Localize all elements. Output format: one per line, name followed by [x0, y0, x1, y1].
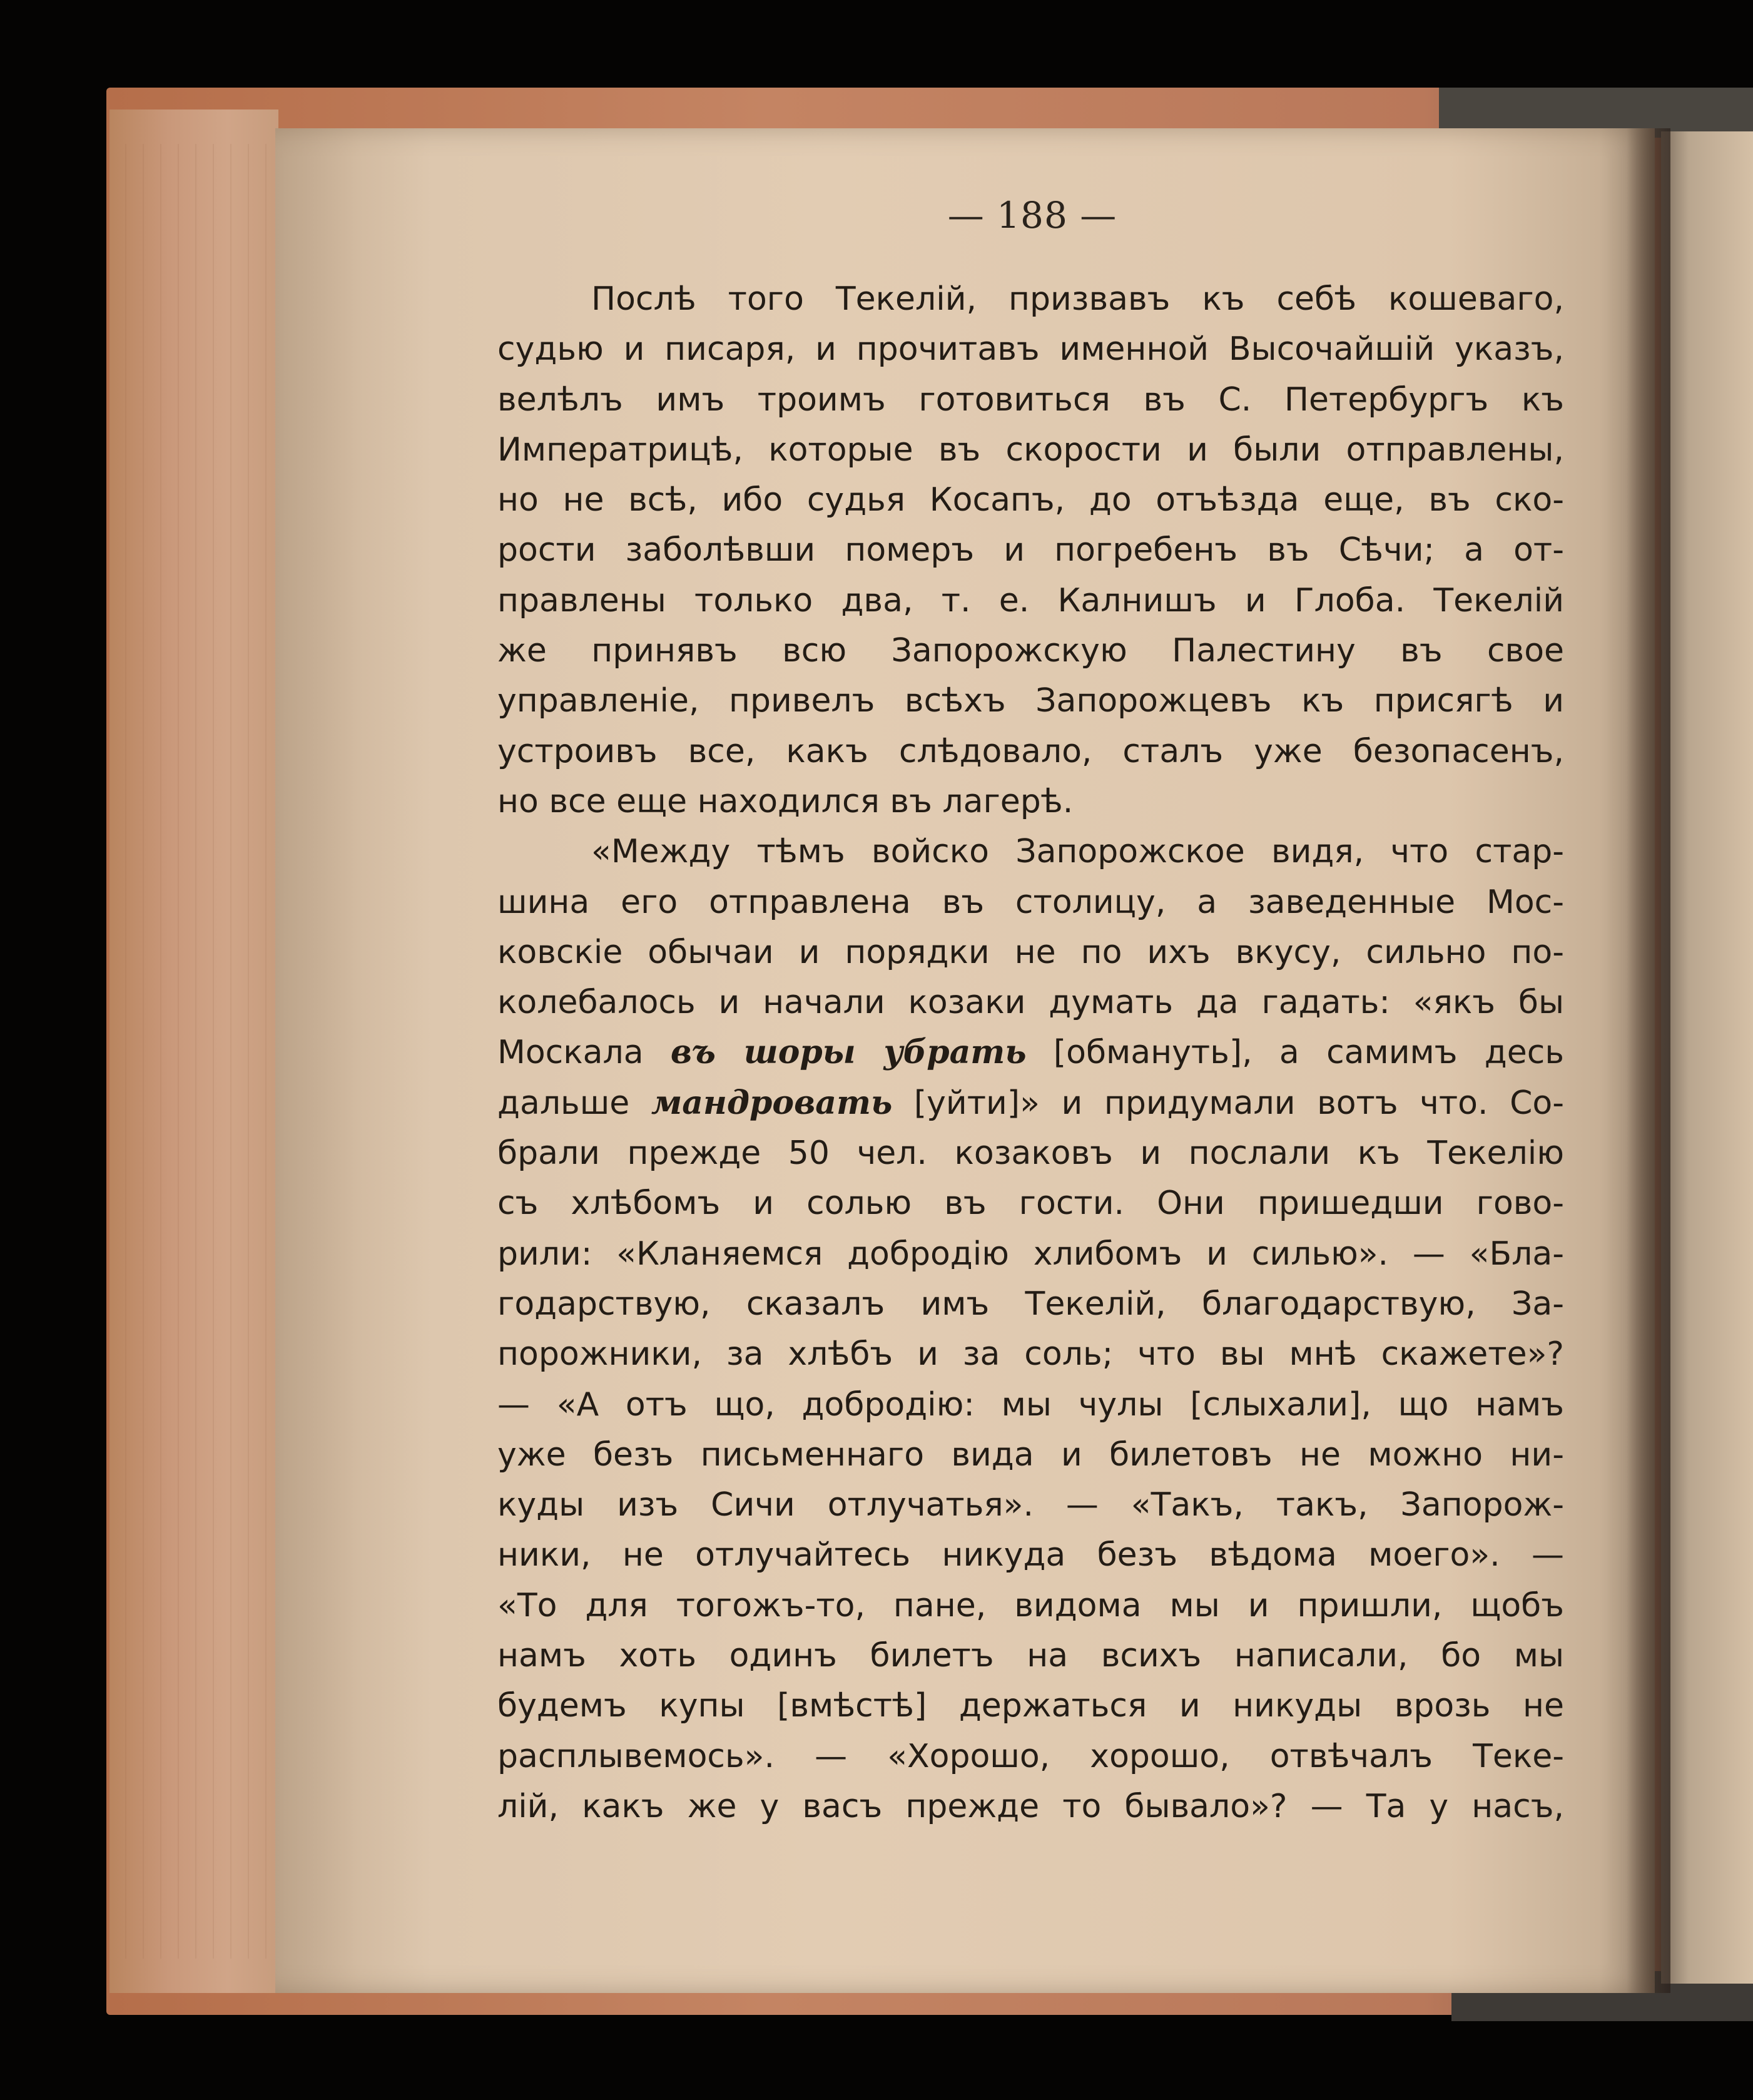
- book-gutter: [1627, 128, 1670, 1993]
- text-segment: Москала: [497, 1034, 671, 1072]
- text-line: «Между тѣмъ войско Запорожское видя, что стар-: [591, 833, 1564, 871]
- text-line: уже безъ письменнаго вида и билетовъ не можно ни-: [497, 1435, 1564, 1474]
- text-line: намъ хоть одинъ билетъ на всихъ написали, бо мы: [497, 1637, 1564, 1675]
- text-line: велѣлъ имъ троимъ готовиться въ С. Петербургъ къ: [497, 380, 1564, 419]
- text-line: колебалось и начали козаки думать да гадать: «якъ бы: [497, 984, 1564, 1022]
- text-line: куды изъ Сичи отлучатья». — «Такъ, такъ, Запорож-: [497, 1486, 1564, 1524]
- page-fold-shadow: [275, 128, 432, 1993]
- text-line: но все еще находился въ лагерѣ.: [497, 782, 1074, 820]
- page-number: — 188 —: [947, 194, 1117, 237]
- text-line: устроивъ все, какъ слѣдовало, сталъ уже безопасенъ,: [497, 732, 1564, 770]
- page-edges-texture: [125, 144, 269, 1959]
- text-line: Императрицѣ, которые въ скорости и были отправлены,: [497, 431, 1564, 469]
- text-segment: дальше: [497, 1084, 651, 1122]
- text-line: съ хлѣбомъ и солью въ гости. Они пришедши гово-: [497, 1185, 1564, 1223]
- text-line: брали прежде 50 чел. козаковъ и послали къ Текелію: [497, 1134, 1564, 1173]
- text-line: рили: «Кланяемся добродію хлибомъ и силью». — «Бла-: [497, 1235, 1564, 1273]
- text-line: же принявъ всю Запорожскую Палестину въ свое: [497, 632, 1564, 670]
- text-line: управленіе, привелъ всѣхъ Запорожцевъ къ присягѣ и: [497, 682, 1564, 720]
- text-line: судью и писаря, и прочитавъ именной Высочайшій указъ,: [497, 330, 1564, 369]
- body-text: [497, 274, 1564, 1832]
- emphasized-phrase: мандровать: [651, 1083, 893, 1122]
- text-line: [497, 1027, 1564, 1078]
- text-segment: [уйти]» и придумали вотъ что. Со-: [892, 1084, 1564, 1122]
- text-line: «То для тогожъ-то, пане, видома мы и пришли, щобъ: [497, 1586, 1564, 1624]
- text-line: шина его отправлена въ столицу, а заведенные Мос-: [497, 883, 1564, 921]
- text-line: лій, какъ же у васъ прежде то бывало»? — Та у насъ,: [497, 1787, 1564, 1825]
- text-line: правлены только два, т. е. Калнишъ и Глоба. Текелій: [497, 581, 1564, 619]
- text-segment: [обмануть], а самимъ десь: [1026, 1034, 1564, 1072]
- text-line: ковскіе обычаи и порядки не по ихъ вкусу, сильно по-: [497, 933, 1564, 971]
- text-line: годарствую, сказалъ имъ Текелій, благодарствую, За-: [497, 1285, 1564, 1323]
- text-line: [497, 1078, 1564, 1128]
- text-line: ники, не отлучайтесь никуда безъ вѣдома моего». —: [497, 1536, 1564, 1574]
- text-line: будемъ купы [вмѣстѣ] держаться и никуды врозь не: [497, 1687, 1564, 1725]
- emphasized-phrase: въ шоры убрать: [670, 1033, 1027, 1072]
- right-page: [1661, 131, 1753, 1984]
- text-line: рости заболѣвши померъ и погребенъ въ Сѣчи; а от-: [497, 531, 1564, 569]
- text-line: но не всѣ, ибо судья Косапъ, до отъѣзда еще, въ ско-: [497, 481, 1564, 519]
- text-line: Послѣ того Текелій, призвавъ къ себѣ кошеваго,: [591, 280, 1564, 318]
- text-line: расплывемось». — «Хорошо, хорошо, отвѣчалъ Теке-: [497, 1737, 1564, 1775]
- text-line: порожники, за хлѣбъ и за соль; что вы мнѣ скажете»?: [497, 1335, 1564, 1374]
- text-line: — «А отъ що, добродію: мы чулы [слыхали], що намъ: [497, 1385, 1564, 1424]
